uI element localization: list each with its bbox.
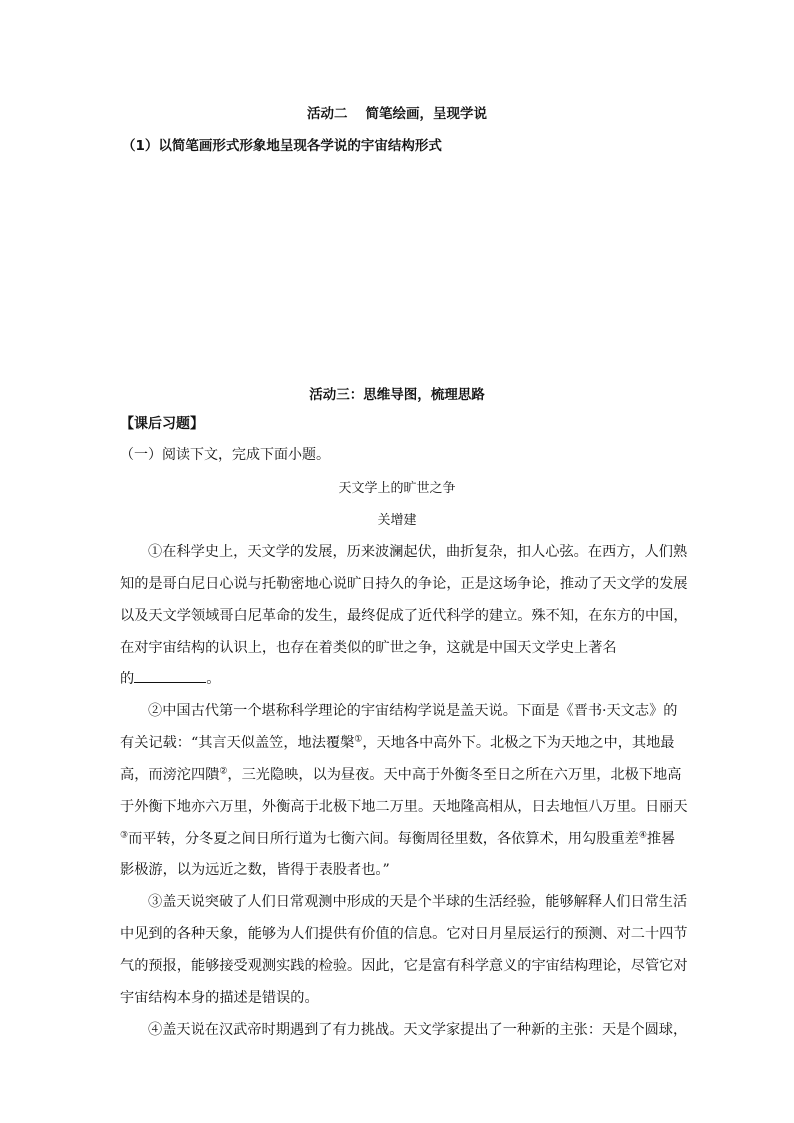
- article-author: 关增建: [377, 513, 417, 528]
- answer-blank[interactable]: [134, 669, 206, 683]
- homework-heading: 【课后习题】: [120, 416, 204, 432]
- p1-line-4: 在对宇宙结构的认识上，也存在着类似的旷世之争，这就是中国天文学史上著名: [120, 640, 617, 656]
- p3-line-4: 宇宙结构本身的描述是错误的。: [120, 990, 319, 1006]
- p2-line-5: ③而平转，分冬夏之间日所行道为七衡六间。每衡周径里数，各依算术，用勾股重差④推晷: [120, 830, 676, 847]
- p1-line-3: 以及天文学领域哥白尼革命的发生，最终促成了近代科学的建立。殊不知，在东方的中国，: [120, 608, 688, 624]
- p4-line-1: ④盖天说在汉武帝时期遇到了有力挑战。天文学家提出了一种新的主张：天是个圆球，: [148, 1022, 688, 1038]
- activity2-heading: 活动二 简笔绘画，呈现学说: [307, 106, 487, 122]
- task1-text: （1）以简笔画形式形象地呈现各学说的宇宙结构形式: [122, 138, 442, 154]
- p2-line-1: ②中国古代第一个堪称科学理论的宇宙结构学说是盖天说。下面是《晋书·天文志》的: [148, 703, 678, 719]
- p1-line-1: ①在科学史上，天文学的发展，历来波澜起伏，曲折复杂，扣人心弦。在西方，人们熟: [148, 544, 688, 560]
- p2-line-6: 影极游，以为远近之数，皆得于表股者也。”: [120, 862, 390, 878]
- p3-line-1: ③盖天说突破了人们日常观测中形成的天是个半球的生活经验，能够解释人们日常生活: [148, 894, 688, 910]
- activity3-heading: 活动三：思维导图，梳理思路: [309, 387, 485, 403]
- section1-instruction: （一）阅读下文，完成下面小题。: [120, 447, 330, 463]
- p1-line-5: 的 。: [120, 671, 221, 687]
- p1-line-2: 知的是哥白尼日心说与托勒密地心说旷日持久的争论，正是这场争论，推动了天文学的发展: [120, 576, 688, 592]
- p2-line-3: 高，而滂沱四隤②，三光隐映，以为昼夜。天中高于外衡冬至日之所在六万里，北极下地高: [120, 766, 682, 783]
- article-title: 天文学上的旷世之争: [338, 481, 456, 496]
- p3-line-3: 气的预报，能够接受观测实践的检验。因此，它是富有科学意义的宇宙结构理论，尽管它对: [120, 958, 688, 974]
- p3-line-2: 中见到的各种天象，能够为人们提供有价值的信息。它对日月星辰运行的预测、对二十四节: [120, 926, 688, 942]
- p2-line-4: 于外衡下地亦六万里，外衡高于北极下地二万里。天地隆高相从，日去地恒八万里。日丽天: [120, 799, 688, 815]
- p2-line-2: 有关记载：“其言天似盖笠，地法覆槃①，天地各中高外下。北极之下为天地之中，其地最: [120, 734, 675, 751]
